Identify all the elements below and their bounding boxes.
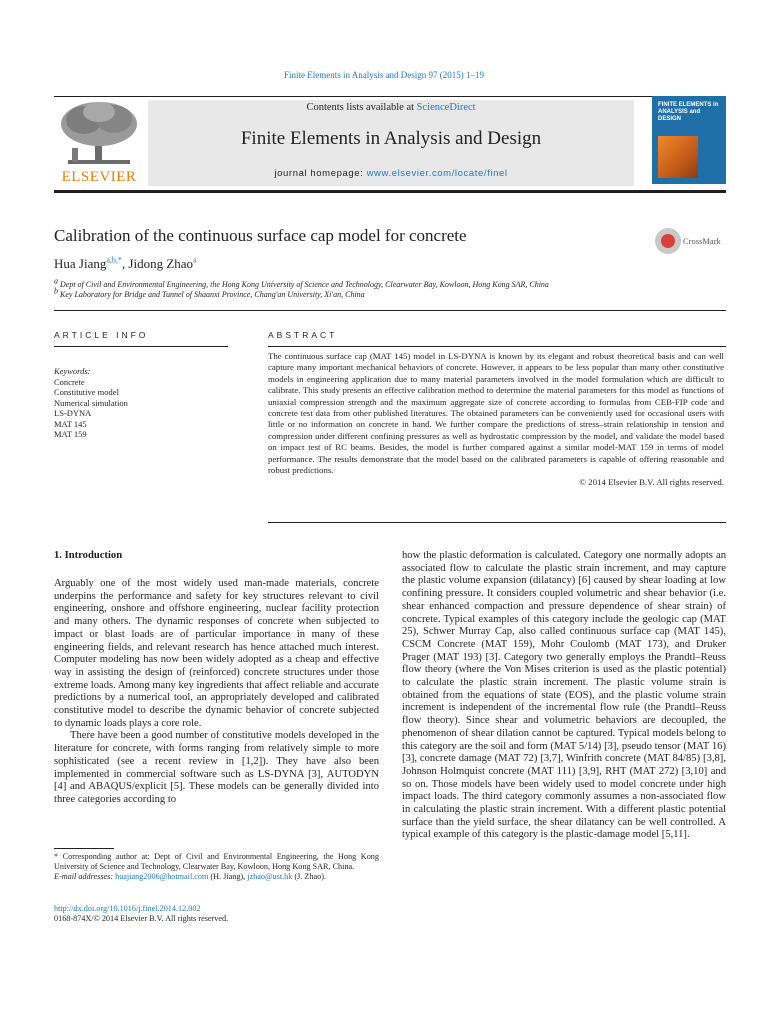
author-affiliation-mark[interactable]: a,b,* <box>106 255 122 265</box>
cover-title: FINITE ELEMENTS in ANALYSIS and DESIGN <box>658 102 719 122</box>
crossmark-icon <box>655 228 681 254</box>
journal-title: Finite Elements in Analysis and Design <box>240 128 542 149</box>
keywords-label: Keywords: <box>54 366 91 376</box>
sciencedirect-link[interactable]: ScienceDirect <box>416 102 476 113</box>
keyword-item: MAT 159 <box>54 429 87 439</box>
article-title: Calibration of the continuous surface cap model for concrete <box>54 226 467 245</box>
footnotes <box>54 852 379 882</box>
abstract-heading: ABSTRACT <box>268 330 338 340</box>
author-affiliation-mark[interactable]: a <box>193 255 197 265</box>
homepage-line <box>148 168 634 179</box>
affiliation-text: Dept of Civil and Environmental Engineering, the Hong Kong University of Science and Technology, Clearwater Bay, Kowloon, Hong Kong SAR, China <box>60 280 549 289</box>
journal-cover[interactable] <box>652 96 726 184</box>
keyword-item: LS-DYNA <box>54 408 92 418</box>
contents-prefix: Contents lists available at <box>306 102 417 113</box>
abstract-text: The continuous surface cap (MAT 145) model in LS-DYNA is known by its elegant and robust theoretical basis and can well capture many important mechanical behaviors of concrete. However, it appears to be less popular than many other constitutive models in engineering application due to many material parameters involved in the model formulation which are difficult to calibrate. This study presents an effective calibration method to determine the material parameters for this model as functions of uniaxial compression strength and the maximum aggregate size of concrete according to formulas from CEB-FIP code and concrete test data from other published literatures. The obtained parameters can be conveniently used for occasional users with little or no information on concrete in hand. We further compare the predictions of stress–strain relationship in tension and compression under different confining pressures as well as hydrostatic compression by the model, and validate the model based on impact test of RC beams. Besides, the model is further compared against a similar model-MAT 159 in terms of model performance. The results demonstrate that the model based on the calibrated parameters is capable of offering reasonable and robust predictions. <box>268 351 724 476</box>
keyword-item: Constitutive model <box>54 387 119 397</box>
body-column-left <box>54 578 379 807</box>
affiliation-text: Key Laboratory for Bridge and Tunnel of Shaanxi Province, Chang'an University, Xi'an, China <box>60 290 365 299</box>
keywords-block <box>54 366 228 440</box>
keyword-item: MAT 145 <box>54 418 87 429</box>
publisher-name: ELSEVIER <box>61 169 137 185</box>
article-info-heading: ARTICLE INFO <box>54 330 149 340</box>
running-head[interactable]: Finite Elements in Analysis and Design 97 (2015) 1–19 <box>284 70 484 80</box>
article-info-rule <box>54 346 228 347</box>
abstract-copyright: © 2014 Elsevier B.V. All rights reserved. <box>579 477 724 488</box>
crossmark-label: CrossMark <box>683 236 721 246</box>
body-paragraph: There have been a good number of constitutive models developed in the literature for concrete, with forms ranging from relatively simple to more sophisticated (see a recent review in [1,2]). They have also been implemented in commercial software such as LS-DYNA [3], AUTODYN [4] and ABAQUS/explicit [5]. These models can be generally divided into three categories according to <box>54 730 379 805</box>
affiliation-b: $^b$ Key Laboratory for Bridge and Tunnel of Shaanxi Province, Chang'an University, Xi'an, China <box>54 286 365 299</box>
author-name[interactable]: Hua Jiang <box>54 256 107 271</box>
abstract-bottom-rule <box>268 522 726 523</box>
issn-line: 0168-874X/© 2014 Elsevier B.V. All rights reserved. <box>54 914 229 923</box>
author-name[interactable]: Jidong Zhao <box>128 256 194 271</box>
email-line <box>54 872 379 882</box>
crossmark-button[interactable] <box>655 228 730 258</box>
contents-line <box>148 102 634 113</box>
section-heading-introduction: 1. Introduction <box>54 550 123 561</box>
email-label: E-mail addresses: <box>54 872 116 881</box>
body-paragraph: Arguably one of the most widely used man-made materials, concrete underpins the performance and safety for key structures relevant to civil engineering, onshore and offshore engineering, nuclear facility protection and many others. The dynamic responses of concrete when subjected to impact or blast loads are of particular importance in many of these engineering fields, and relevant research has hence attached much interest. Computer modeling has now been widely adopted as a cheap and effective way in assisting the design of (reinforced) concrete structures under those extreme loads. Among many key ingredients that affect reliable and accurate predictions by a numerical tool, an appropriately developed and calibrated constitutive model to describe the dynamic behavior of concrete subjected to dynamic loads plays a core role. <box>54 578 379 729</box>
doi-block <box>54 904 228 924</box>
homepage-link[interactable]: www.elsevier.com/locate/finel <box>366 168 508 179</box>
abstract-rule <box>268 346 726 347</box>
elsevier-tree-icon <box>54 100 144 168</box>
email-owner: (H. Jiang), <box>208 872 248 881</box>
doi-link[interactable]: http://dx.doi.org/10.1016/j.finel.2014.12.002 <box>54 904 201 913</box>
masthead-top-rule <box>54 96 726 97</box>
email-owner: (J. Zhao). <box>292 872 326 881</box>
affiliation-a: $^a$ Dept of Civil and Environmental Engineering, the Hong Kong University of Science and Technology, Clearwater Bay, Kowloon, Hong Kong SAR, China <box>54 276 549 289</box>
email-link[interactable]: jzhao@ust.hk <box>247 872 293 881</box>
title-block-rule <box>54 310 726 311</box>
email-link[interactable]: huajiang2006@hotmail.com <box>115 872 209 881</box>
cover-image <box>658 136 698 178</box>
author-list: Hua Jiang$^{a,b,*}$, Jidong Zhao$^a$ <box>54 255 197 271</box>
footnote-rule <box>54 848 114 849</box>
abstract-block <box>268 351 724 489</box>
body-column-right <box>402 550 726 842</box>
body-paragraph: how the plastic deformation is calculated. Category one normally adopts an associated flow to calculate the plastic strain increment, and may capture the plastic volume expansion (dilatancy) [6] caused by shear loading at low confining pressure. It considers coupled volumetric and shear behavior (i.e. shear enhanced compaction and pressure dependence of shear strain) of concrete. Typical examples of this category include the geologic cap (MAT 25), Schwer Murray Cap, also called continuous surface cap (MAT 145), CSCM Concrete (MAT 159), Mohr Coulomb (MAT 173), and Druker Prager (MAT 193) [3]. Category two generally employs the Prandtl–Reuss flow theory (where the Von Mises criterion is used as the plastic potential) to calculate the plastic strain increment. The plastic volume strain is obtained from the equations of state (EOS), and the plastic volume strain increment is independent of the incremental flow rule (the Prandtl–Reuss flow theory). Since shear and volumetric behaviors are decoupled, the phenomenon of shear dilation cannot be captured. Typical models belong to this category are the soil and form (MAT 5/14) [3], pseudo tensor (MAT 16) [3], concrete damage (MAT 72) [3,7], Winfrith concrete (MAT 84/85) [3,8], Johnson Holmquist concrete (MAT 111) [3,9], RHT (MAT 272) [3,10] and so on. Those models have been widely used to model concrete under high impact loads. The third category commonly assumes a non-associated flow in calculating the plastic strain increment. With a different plastic potential surface than the yield surface, the shear dilatancy can be well controlled. A typical example of this category is the plastic-damage model [5,11]. <box>402 550 726 841</box>
keyword-item: Numerical simulation <box>54 397 128 408</box>
corresponding-author-note: * Corresponding author at: Dept of Civil and Environmental Engineering, the Hong Kong University of Science and Technology, Clearwater Bay, Kowloon, Hong Kong SAR, China. <box>54 852 379 871</box>
masthead-bottom-rule <box>54 190 726 193</box>
keyword-item: Concrete <box>54 376 85 387</box>
homepage-prefix: journal homepage: <box>274 168 367 179</box>
elsevier-logo[interactable] <box>54 100 144 186</box>
